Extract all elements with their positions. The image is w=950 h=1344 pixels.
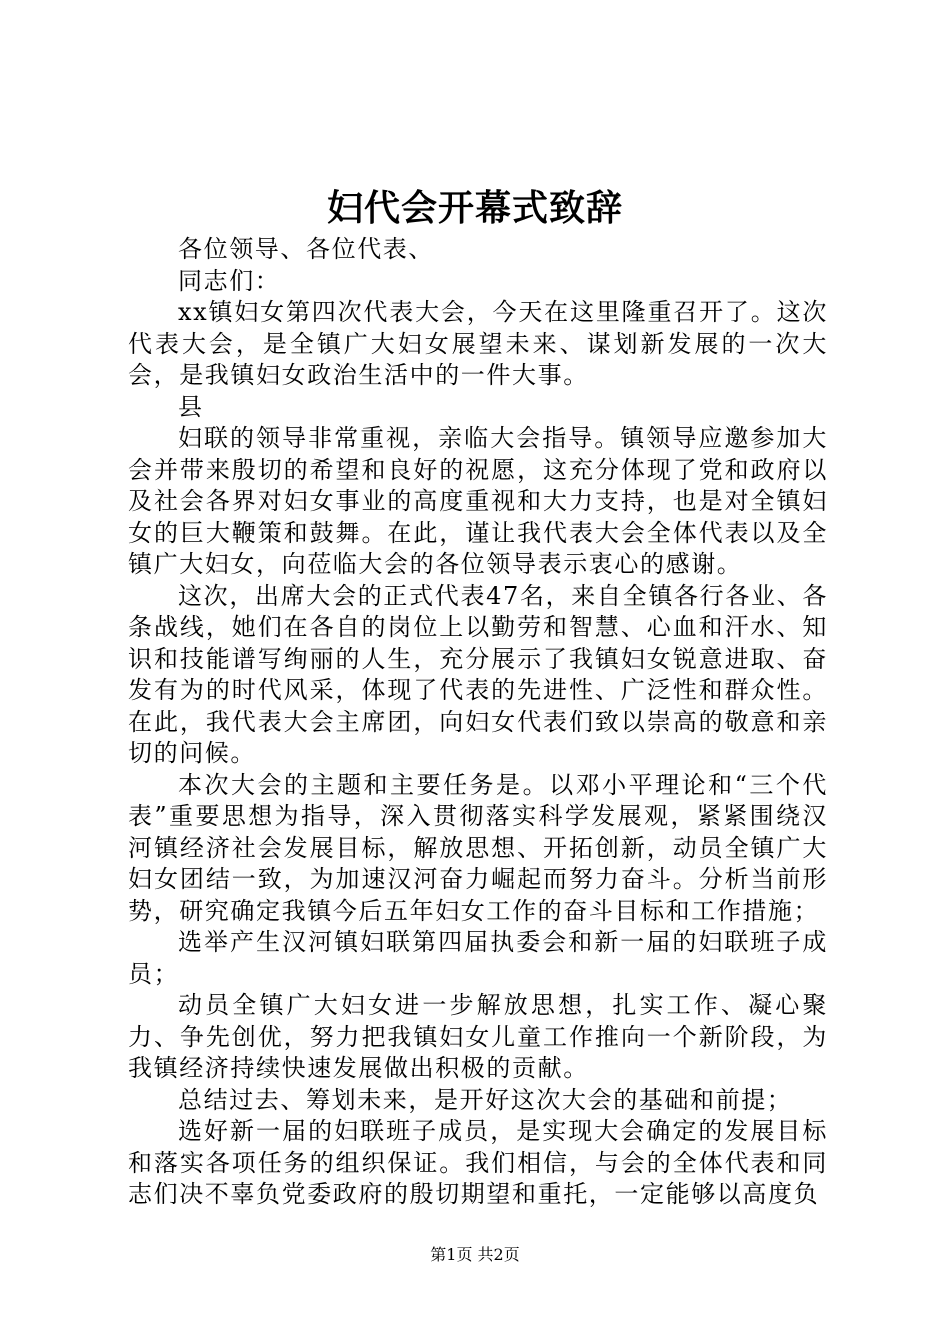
document-title: 妇代会开幕式致辞 — [326, 187, 623, 229]
body-paragraph: 本次大会的主题和主要任务是。以邓小平理论和“三个代表”重要思想为指导，深入贯彻落实科学发展观，紧紧围绕汉河镇经济社会发展目标，解放思想、开拓创新，动员全镇广大妇女团结一致，为加速汉河奋力崛起而努力奋斗。分析当前形势，研究确定我镇今后五年妇女工作的奋斗目标和工作措施； — [128, 770, 828, 925]
salutation-line: 同志们： — [178, 266, 281, 295]
document-body — [128, 234, 828, 1211]
body-paragraph: 动员全镇广大妇女进一步解放思想，扎实工作、凝心聚力、争先创优，努力把我镇妇女儿童工作推向一个新阶段，为我镇经济持续快速发展做出积极的贡献。 — [128, 991, 828, 1082]
page-number-footer: 第1页 共2页 — [430, 1245, 520, 1264]
body-paragraph: 县 — [178, 392, 204, 421]
body-paragraph: 妇联的领导非常重视，亲临大会指导。镇领导应邀参加大会并带来殷切的希望和良好的祝愿，这充分体现了党和政府以及社会各界对妇女事业的高度重视和大力支持，也是对全镇妇女的巨大鞭策和鼓舞。在此，谨让我代表大会全体代表以及全镇广大妇女，向莅临大会的各位领导表示衷心的感谢。 — [128, 424, 828, 578]
body-paragraph: xx镇妇女第四次代表大会，今天在这里隆重召开了。这次代表大会，是全镇广大妇女展望未来、谋划新发展的一次大会，是我镇妇女政治生活中的一件大事。 — [128, 298, 828, 389]
body-paragraph: 选好新一届的妇联班子成员，是实现大会确定的发展目标和落实各项任务的组织保证。我们相信，与会的全体代表和同志们决不辜负党委政府的殷切期望和重托，一定能够以高度负 — [128, 1117, 828, 1208]
salutation-line: 各位领导、各位代表、 — [178, 235, 434, 263]
body-paragraph: 这次，出席大会的正式代表47名，来自全镇各行各业、各条战线，她们在各自的岗位上以勤劳和智慧、心血和汗水、知识和技能谱写绚丽的人生，充分展示了我镇妇女锐意进取、奋发有为的时代风采，体现了代表的先进性、广泛性和群众性。在此，我代表大会主席团，向妇女代表们致以崇高的敬意和亲切的问候。 — [128, 581, 828, 767]
body-paragraph: 总结过去、筹划未来，是开好这次大会的基础和前提； — [178, 1085, 793, 1114]
body-paragraph: 选举产生汉河镇妇联第四届执委会和新一届的妇联班子成员； — [128, 928, 828, 988]
